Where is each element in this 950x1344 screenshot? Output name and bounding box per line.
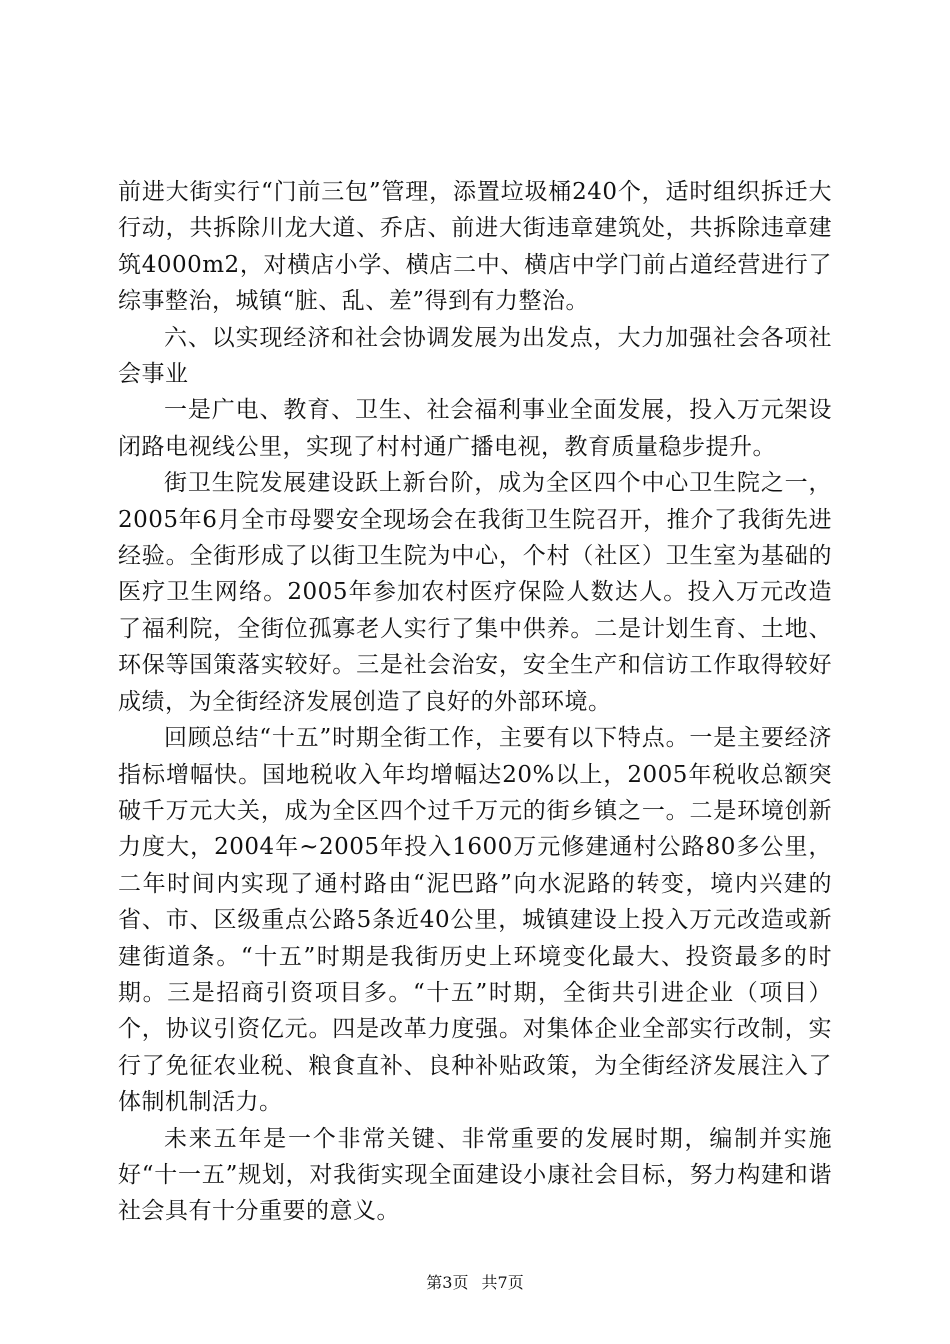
paragraph-continuation: 前进大街实行“门前三包”管理，添置垃圾桶240个，适时组织拆迁大行动，共拆除川龙大道、乔店、前进大街违章建筑处，共拆除违章建筑4000m2，对横店小学、横店二中、横店中学门前占道经营进行了综事整治，城镇“脏、乱、差”得到有力整治。 — [118, 179, 832, 315]
paragraph: 未来五年是一个非常关键、非常重要的发展时期，编制并实施好“十一五”规划，对我街实现全面建设小康社会目标，努力构建和谐社会具有十分重要的意义。 — [118, 1125, 832, 1225]
page-footer — [0, 1270, 950, 1293]
paragraph: 一是广电、教育、卫生、社会福利事业全面发展，投入万元架设闭路电视线公里，实现了村村通广播电视，教育质量稳步提升。 — [118, 397, 832, 460]
paragraph: 街卫生院发展建设跃上新台阶，成为全区四个中心卫生院之一，2005年6月全市母婴安全现场会在我街卫生院召开，推介了我街先进经验。全街形成了以街卫生院为中心，个村（社区）卫生室为基础的医疗卫生网络。2005年参加农村医疗保险人数达人。投入万元改造了福利院，全街位孤寡老人实行了集中供养。二是计划生育、土地、环保等国策落实较好。三是社会治安，安全生产和信访工作取得较好成绩，为全街经济发展创造了良好的外部环境。 — [118, 470, 832, 715]
page-number: 第3页 — [426, 1273, 469, 1292]
page-total: 共7页 — [481, 1273, 524, 1292]
section-heading: 六、以实现经济和社会协调发展为出发点，大力加强社会各项社会事业 — [118, 324, 832, 388]
document-body — [118, 174, 832, 1230]
paragraph: 回顾总结“十五”时期全街工作，主要有以下特点。一是主要经济指标增幅快。国地税收入年均增幅达20%以上，2005年税收总额突破千万元大关，成为全区四个过千万元的街乡镇之一。二是环境创新力度大，2004年~2005年投入1600万元修建通村公路80多公里，二年时间内实现了通村路由“泥巴路”向水泥路的转变，境内兴建的省、市、区级重点公路5条近40公里，城镇建设上投入万元改造或新建街道条。“十五”时期是我街历史上环境变化最大、投资最多的时期。三是招商引资项目多。“十五”时期，全街共引进企业（项目）个，协议引资亿元。四是改革力度强。对集体企业全部实行改制，实行了免征农业税、粮食直补、良种补贴政策，为全街经济发展注入了体制机制活力。 — [118, 725, 832, 1116]
